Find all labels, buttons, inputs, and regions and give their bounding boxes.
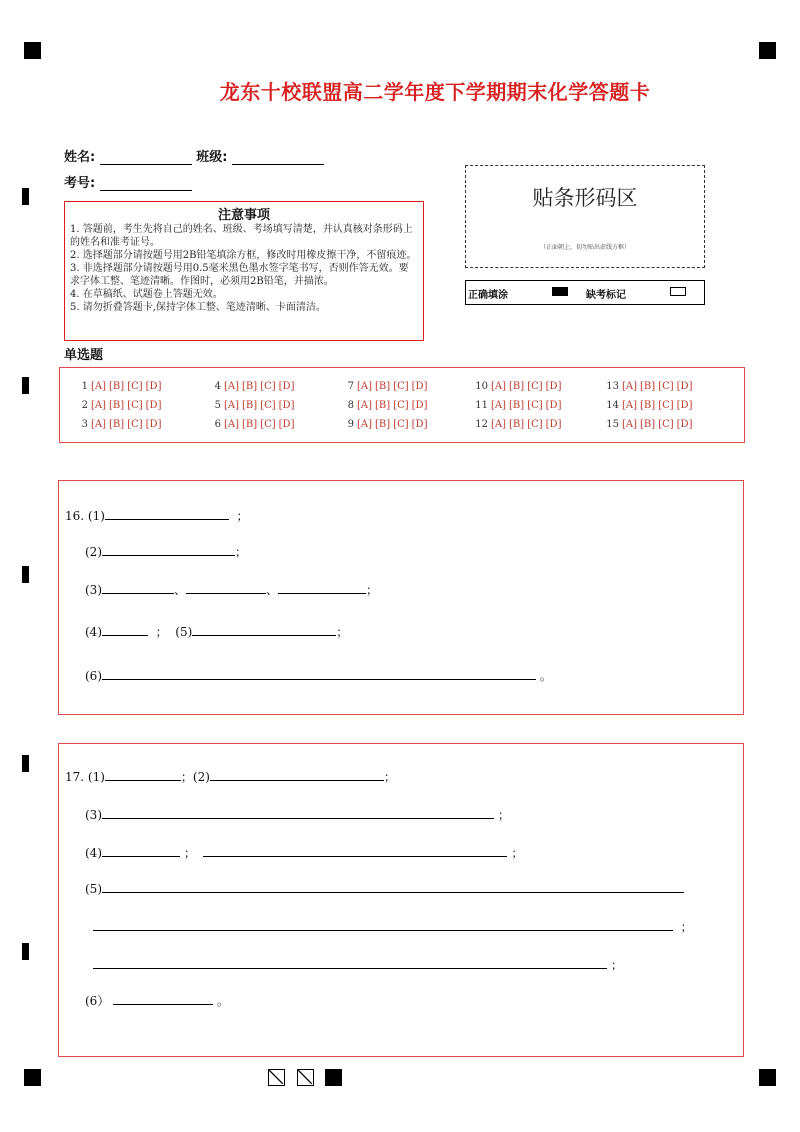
corner-mark-bottom-right bbox=[759, 1069, 776, 1086]
notice-item: 1. 答题前，考生先将自己的姓名、班级、考场填写清楚，并认真核对条形码上的姓名和准考证号。 bbox=[70, 224, 413, 248]
choice-option[interactable]: [D] bbox=[676, 419, 693, 430]
q16-answer-6[interactable] bbox=[102, 667, 536, 680]
single-choice-box bbox=[59, 367, 745, 443]
choice-option[interactable]: [A] bbox=[622, 419, 638, 430]
choice-option[interactable]: [D] bbox=[278, 419, 295, 430]
timing-mark bbox=[22, 188, 29, 205]
q17-part5-label: (5) bbox=[85, 882, 102, 896]
question-number: 6 bbox=[214, 419, 221, 430]
q16-part5-label: (5) bbox=[175, 625, 193, 639]
choice-option[interactable]: [B] bbox=[242, 381, 258, 392]
notice-item: 5. 请勿折叠答题卡,保持字体工整、笔迹清晰、卡面清洁。 bbox=[70, 302, 326, 313]
choice-option[interactable]: [B] bbox=[242, 419, 258, 430]
q16-answer-3a[interactable] bbox=[102, 581, 174, 594]
question-number: 14 bbox=[606, 400, 619, 411]
choice-column bbox=[76, 377, 164, 434]
q17-answer-1[interactable] bbox=[105, 768, 181, 781]
q17-line-4 bbox=[85, 844, 523, 861]
choice-option[interactable]: [C] bbox=[658, 400, 674, 411]
punct: 。 bbox=[216, 994, 229, 1008]
class-label: 班级: bbox=[196, 150, 228, 165]
question-number: 1 bbox=[81, 381, 88, 392]
q17-line-3 bbox=[85, 806, 510, 823]
choice-column bbox=[342, 377, 430, 434]
question-17-box bbox=[58, 743, 744, 1057]
q17-answer-5c[interactable] bbox=[93, 956, 607, 969]
choice-option[interactable]: [D] bbox=[676, 381, 693, 392]
choice-row bbox=[342, 415, 430, 434]
question-number: 7 bbox=[347, 381, 354, 392]
punct: ； bbox=[383, 770, 396, 784]
choice-option[interactable]: [A] bbox=[357, 400, 373, 411]
filled-box-icon bbox=[552, 287, 568, 296]
choice-option[interactable]: [D] bbox=[411, 400, 428, 411]
q16-line-1 bbox=[65, 507, 249, 524]
choice-option[interactable]: [D] bbox=[145, 381, 162, 392]
choice-option[interactable]: [D] bbox=[676, 400, 693, 411]
corner-mark-bottom-left bbox=[24, 1069, 41, 1086]
choice-option[interactable]: [B] bbox=[375, 419, 391, 430]
q16-part6-label: (6) bbox=[85, 669, 102, 683]
choice-row bbox=[601, 377, 695, 396]
choice-option[interactable]: [B] bbox=[109, 381, 125, 392]
name-field[interactable] bbox=[100, 150, 192, 165]
absent-mark-label: 缺考标记 bbox=[586, 290, 626, 301]
timing-mark bbox=[22, 566, 29, 583]
q17-line-1 bbox=[65, 768, 396, 785]
barcode-area bbox=[465, 165, 705, 268]
q16-part2-label: (2) bbox=[85, 545, 102, 559]
q16-line-6 bbox=[85, 667, 552, 684]
choice-option[interactable]: [A] bbox=[91, 400, 107, 411]
choice-column bbox=[601, 377, 695, 434]
choice-option[interactable]: [D] bbox=[545, 381, 562, 392]
q17-line-6 bbox=[85, 992, 229, 1009]
choice-option[interactable]: [C] bbox=[127, 381, 143, 392]
q16-part1-label: 16. (1) bbox=[65, 509, 105, 523]
question-number: 12 bbox=[475, 419, 488, 430]
notice-heading: 注意事项 bbox=[217, 208, 270, 223]
q17-part2-label: ；(2) bbox=[180, 770, 210, 784]
q16-line-4 bbox=[85, 623, 348, 640]
page-title: 龙东十校联盟高二学年度下学期期末化学答题卡 bbox=[219, 80, 651, 104]
class-field[interactable] bbox=[232, 150, 324, 165]
punct: ； bbox=[336, 625, 349, 639]
q17-line-5c bbox=[93, 956, 623, 973]
q17-part3-label: (3) bbox=[85, 808, 102, 822]
q17-answer-3[interactable] bbox=[102, 806, 494, 819]
punct: 、 bbox=[266, 583, 279, 597]
choice-option[interactable]: [B] bbox=[509, 400, 525, 411]
q17-answer-4b[interactable] bbox=[203, 844, 507, 857]
punct: ； bbox=[236, 509, 249, 523]
punct: 、 bbox=[174, 583, 187, 597]
choice-option[interactable]: [D] bbox=[278, 400, 295, 411]
q17-line-5b bbox=[93, 918, 693, 935]
choice-option[interactable]: [C] bbox=[393, 419, 409, 430]
question-number: 13 bbox=[606, 381, 619, 392]
choice-option[interactable]: [C] bbox=[260, 419, 276, 430]
choice-row bbox=[209, 396, 297, 415]
q16-answer-3b[interactable] bbox=[186, 581, 266, 594]
choice-option[interactable]: [B] bbox=[375, 381, 391, 392]
name-row bbox=[64, 146, 324, 165]
q16-answer-1[interactable] bbox=[105, 507, 229, 520]
choice-column bbox=[470, 377, 564, 434]
choice-column bbox=[209, 377, 297, 434]
question-number: 9 bbox=[347, 419, 354, 430]
crossed-square-icon bbox=[297, 1069, 314, 1086]
choice-row bbox=[470, 415, 564, 434]
choice-option[interactable]: [C] bbox=[393, 400, 409, 411]
choice-option[interactable]: [A] bbox=[622, 400, 638, 411]
choice-option[interactable]: [A] bbox=[224, 419, 240, 430]
choice-option[interactable]: [D] bbox=[145, 400, 162, 411]
choice-row bbox=[76, 377, 164, 396]
choice-row bbox=[342, 396, 430, 415]
q17-part6-label: (6） bbox=[85, 994, 110, 1008]
question-number: 5 bbox=[214, 400, 221, 411]
notice-item: 3. 非选择题部分请按题号用0.5毫米黑色墨水签字笔书写，否则作答无效。要求字体工整、笔迹清晰。作图时，必须用2B铅笔，并描浓。 bbox=[70, 263, 409, 287]
punct: ； bbox=[511, 846, 524, 860]
choice-option[interactable]: [D] bbox=[545, 419, 562, 430]
choice-row bbox=[76, 415, 164, 434]
choice-option[interactable]: [A] bbox=[491, 400, 507, 411]
crossed-square-icon bbox=[268, 1069, 285, 1086]
choice-row bbox=[470, 377, 564, 396]
choice-row bbox=[601, 415, 695, 434]
choice-option[interactable]: [A] bbox=[224, 400, 240, 411]
choice-option[interactable]: [D] bbox=[411, 381, 428, 392]
question-number: 11 bbox=[475, 400, 488, 411]
q16-line-3 bbox=[85, 581, 378, 598]
name-label: 姓名: bbox=[64, 150, 96, 165]
question-16-box bbox=[58, 480, 744, 715]
choice-option[interactable]: [A] bbox=[491, 419, 507, 430]
choice-option[interactable]: [B] bbox=[375, 400, 391, 411]
q17-answer-6[interactable] bbox=[113, 992, 213, 1005]
choice-option[interactable]: [D] bbox=[278, 381, 295, 392]
choice-row bbox=[76, 396, 164, 415]
choice-row bbox=[342, 377, 430, 396]
q16-line-2 bbox=[85, 543, 247, 560]
punct: ； bbox=[183, 846, 196, 860]
exam-no-row bbox=[64, 172, 192, 191]
choice-option[interactable]: [A] bbox=[357, 381, 373, 392]
timing-mark bbox=[22, 377, 29, 394]
timing-mark bbox=[22, 755, 29, 772]
question-number: 10 bbox=[475, 381, 488, 392]
question-number: 4 bbox=[214, 381, 221, 392]
q17-part1-label: 17. (1) bbox=[65, 770, 105, 784]
q17-answer-5b[interactable] bbox=[93, 918, 673, 931]
punct: ； bbox=[366, 583, 379, 597]
choice-row bbox=[601, 396, 695, 415]
choice-option[interactable]: [B] bbox=[640, 400, 656, 411]
choice-option[interactable]: [A] bbox=[357, 419, 373, 430]
corner-mark-top-right bbox=[759, 42, 776, 59]
q17-answer-5a[interactable] bbox=[102, 880, 684, 893]
barcode-label: 贴条形码区 bbox=[532, 186, 638, 210]
choice-row bbox=[209, 415, 297, 434]
question-number: 8 bbox=[347, 400, 354, 411]
choice-option[interactable]: [B] bbox=[109, 400, 125, 411]
choice-option[interactable]: [D] bbox=[411, 419, 428, 430]
notice-item: 4. 在草稿纸、试题卷上答题无效。 bbox=[70, 289, 223, 300]
timing-mark bbox=[22, 943, 29, 960]
choice-option[interactable]: [B] bbox=[640, 381, 656, 392]
corner-mark-top-left bbox=[24, 42, 41, 59]
choice-option[interactable]: [A] bbox=[91, 419, 107, 430]
correct-fill-label: 正确填涂 bbox=[468, 290, 508, 301]
q16-part4-label: (4) bbox=[85, 625, 102, 639]
question-number: 2 bbox=[81, 400, 88, 411]
single-choice-label: 单选题 bbox=[64, 348, 104, 363]
punct: 。 bbox=[539, 669, 552, 683]
choice-option[interactable]: [C] bbox=[260, 381, 276, 392]
punct: ； bbox=[235, 545, 248, 559]
choice-option[interactable]: [C] bbox=[658, 381, 674, 392]
fill-legend bbox=[465, 280, 705, 305]
choice-option[interactable]: [B] bbox=[109, 419, 125, 430]
q17-answer-4a[interactable] bbox=[102, 844, 180, 857]
q17-part4-label: (4) bbox=[85, 846, 102, 860]
choice-option[interactable]: [B] bbox=[242, 400, 258, 411]
choice-option[interactable]: [A] bbox=[91, 381, 107, 392]
q17-line-5a bbox=[85, 880, 684, 896]
choice-option[interactable]: [C] bbox=[260, 400, 276, 411]
exam-no-field[interactable] bbox=[100, 176, 192, 191]
choice-option[interactable]: [B] bbox=[509, 419, 525, 430]
choice-option[interactable]: [C] bbox=[393, 381, 409, 392]
choice-row bbox=[470, 396, 564, 415]
choice-option[interactable]: [C] bbox=[127, 400, 143, 411]
choice-option[interactable]: [B] bbox=[509, 381, 525, 392]
q16-answer-5[interactable] bbox=[192, 623, 336, 636]
choice-option[interactable]: [C] bbox=[527, 419, 543, 430]
question-number: 15 bbox=[606, 419, 619, 430]
choice-option[interactable]: [A] bbox=[491, 381, 507, 392]
choice-option[interactable]: [C] bbox=[527, 381, 543, 392]
q16-answer-3c[interactable] bbox=[278, 581, 366, 594]
exam-no-label: 考号: bbox=[64, 176, 96, 191]
question-number: 3 bbox=[81, 419, 88, 430]
choice-row bbox=[209, 377, 297, 396]
q16-answer-2[interactable] bbox=[102, 543, 235, 556]
filled-square-icon bbox=[325, 1069, 342, 1086]
choice-option[interactable]: [D] bbox=[545, 400, 562, 411]
choice-option[interactable]: [B] bbox=[640, 419, 656, 430]
q17-answer-2[interactable] bbox=[210, 768, 384, 781]
q16-answer-4[interactable] bbox=[102, 623, 148, 636]
punct: ； bbox=[497, 808, 510, 822]
choice-option[interactable]: [D] bbox=[145, 419, 162, 430]
choice-option[interactable]: [A] bbox=[224, 381, 240, 392]
punct: ； bbox=[610, 958, 623, 972]
absent-checkbox[interactable] bbox=[670, 287, 686, 296]
choice-option[interactable]: [A] bbox=[622, 381, 638, 392]
punct: ； bbox=[155, 625, 168, 639]
q16-part3-label: (3) bbox=[85, 583, 102, 597]
choice-option[interactable]: [C] bbox=[658, 419, 674, 430]
notice-item: 2. 选择题部分请按题号用2B铅笔填涂方框，修改时用橡皮擦干净，不留痕迹。 bbox=[70, 250, 417, 261]
choice-option[interactable]: [C] bbox=[527, 400, 543, 411]
notice-box bbox=[64, 201, 424, 341]
punct: ； bbox=[680, 920, 693, 934]
barcode-note: （正面朝上，切勿贴出虚线方框） bbox=[539, 244, 630, 251]
choice-option[interactable]: [C] bbox=[127, 419, 143, 430]
